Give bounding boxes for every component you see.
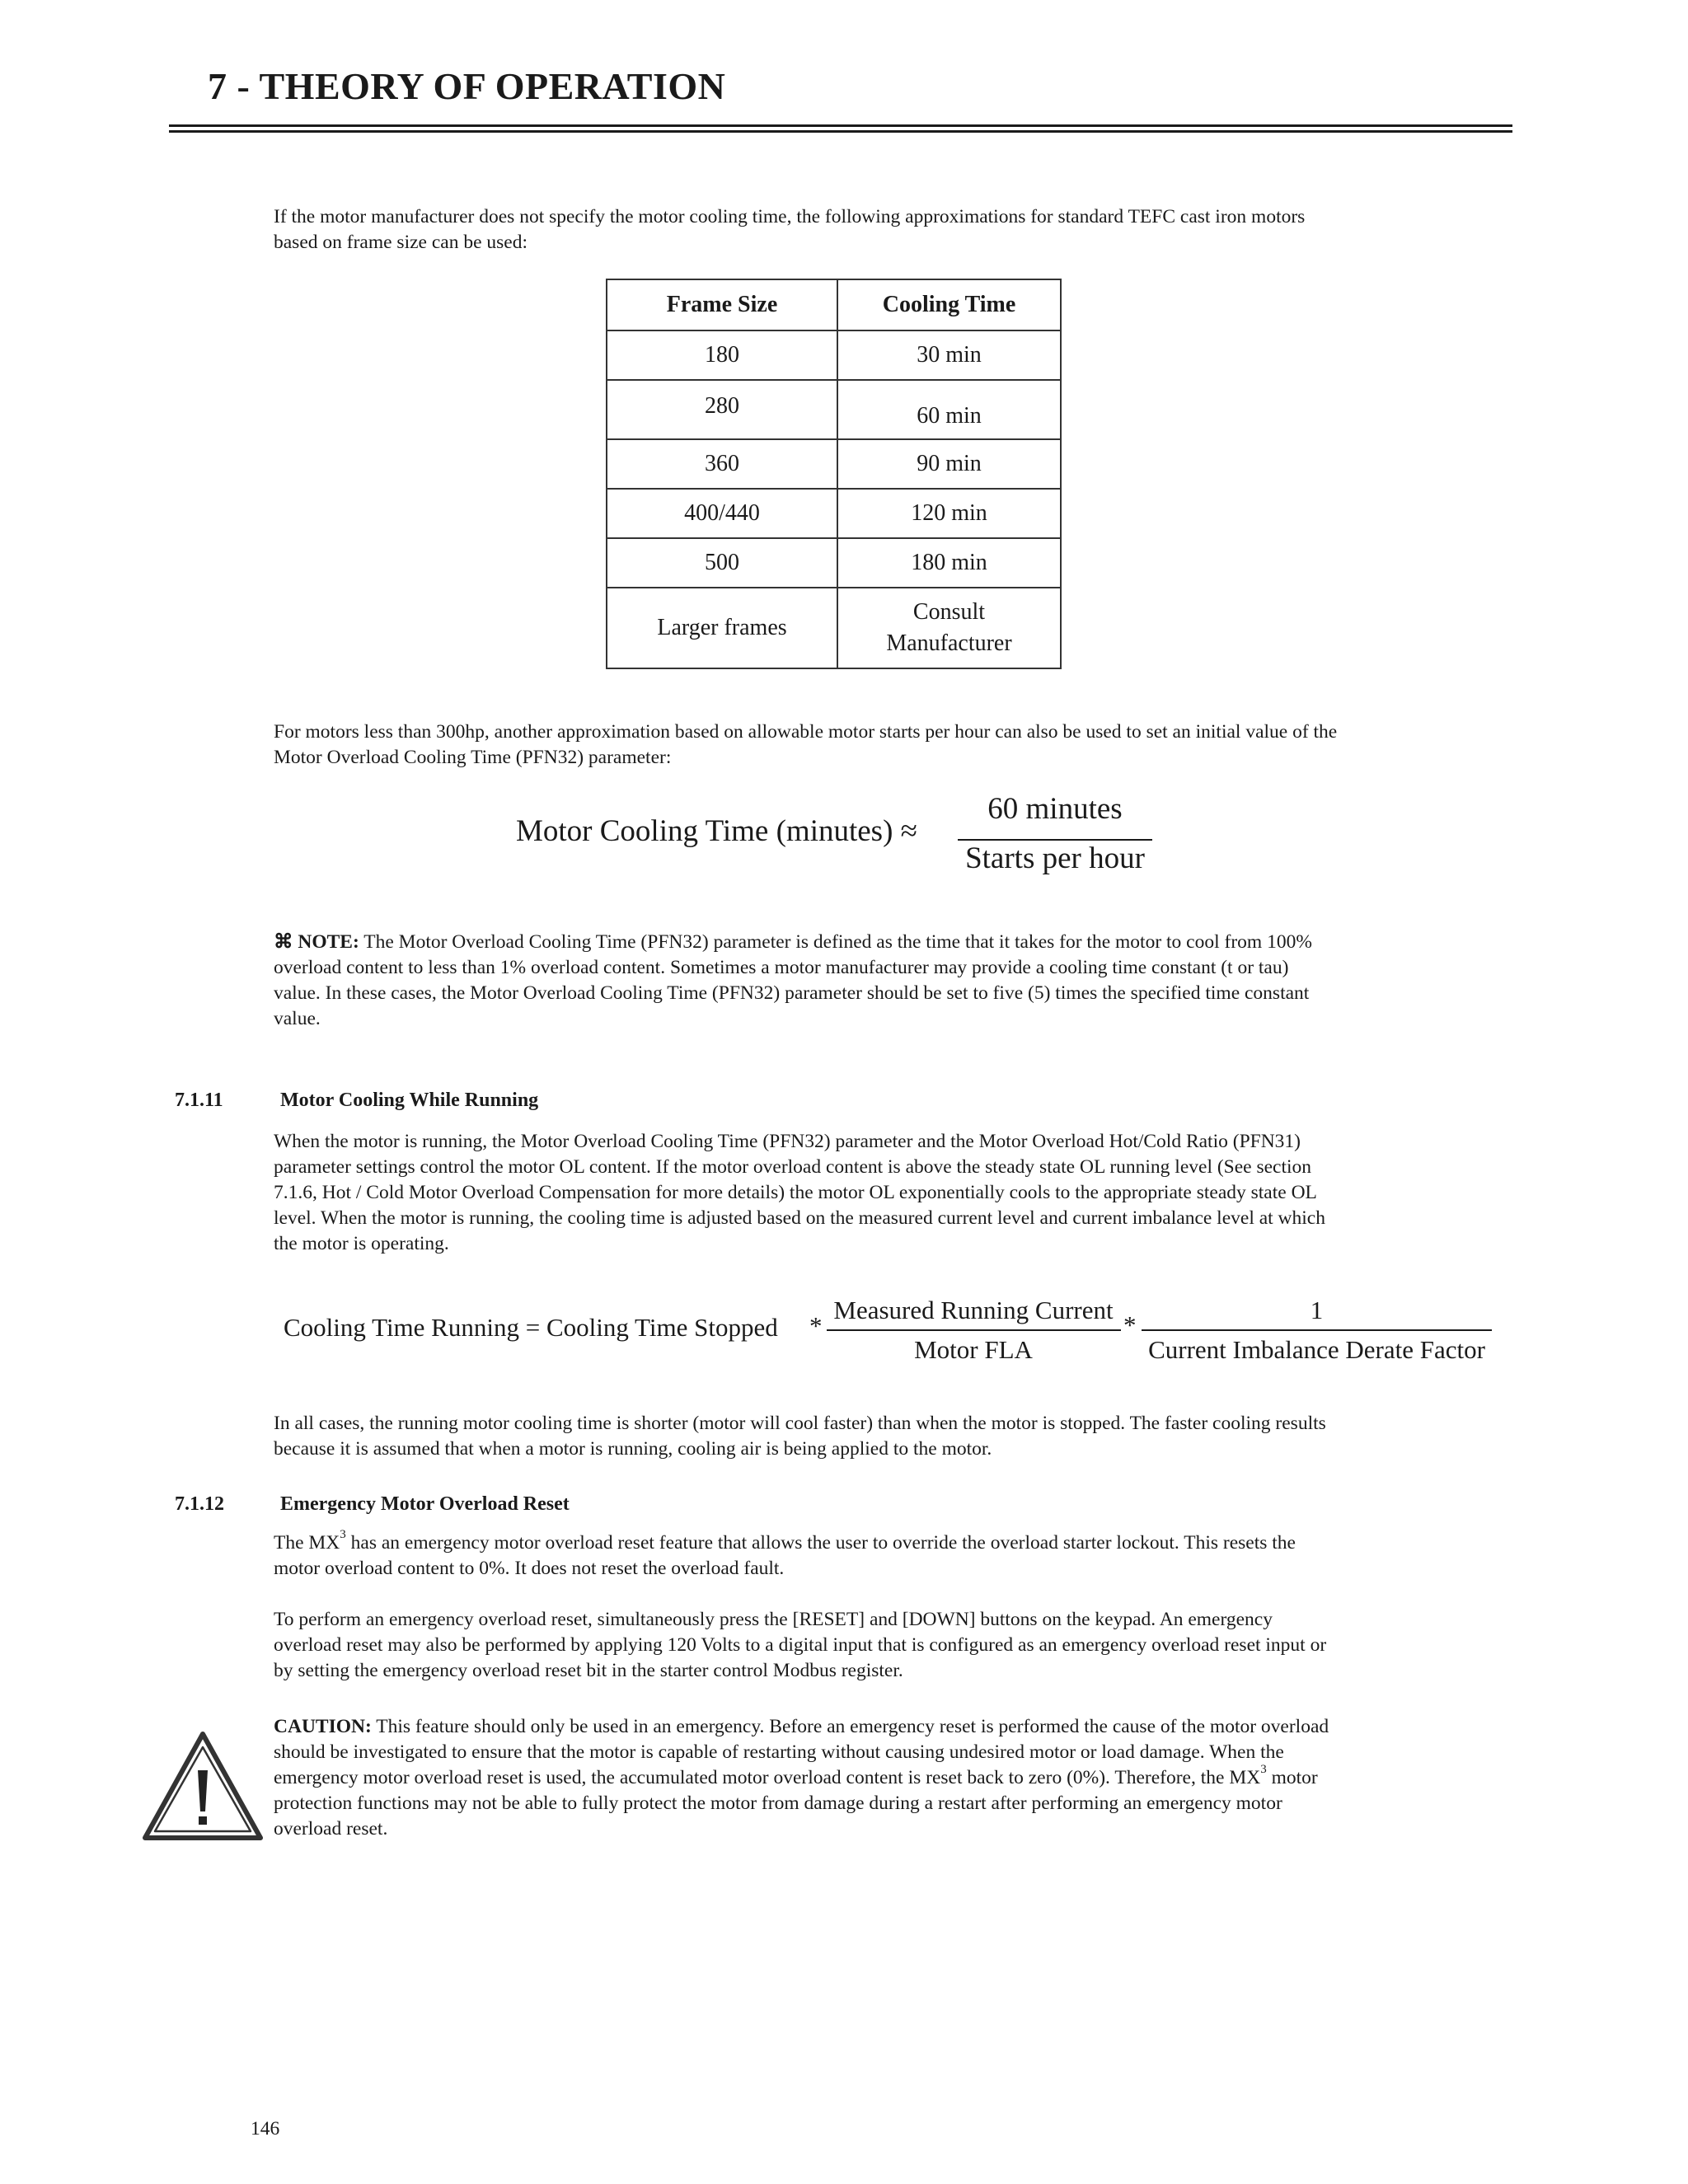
table-cell: 180 min	[837, 538, 1061, 588]
table-row	[607, 588, 1061, 668]
superscript: 3	[1260, 1763, 1267, 1777]
note-line-4: value.	[274, 1008, 321, 1029]
table-header-cooling-time: Cooling Time	[837, 279, 1061, 330]
formula2-denominator-2: Current Imbalance Derate Factor	[1148, 1335, 1485, 1364]
section-number-7-1-12: 7.1.12	[175, 1493, 224, 1515]
section-title-emergency-reset: Emergency Motor Overload Reset	[280, 1493, 570, 1515]
caution-line-5: overload reset.	[274, 1818, 388, 1840]
table-cell: 30 min	[837, 330, 1061, 380]
table-row	[607, 489, 1061, 538]
section-7-1-12-p2	[274, 1607, 1502, 1684]
note-line-1	[274, 930, 1502, 955]
text-span: This feature should only be used in an emergency. Before an emergency reset is performed the cause of the motor overload	[371, 1716, 1329, 1737]
caution-line-3	[274, 1765, 1502, 1791]
table-cell: Larger frames	[607, 588, 837, 668]
p1-line-2: motor overload content to 0%. It does not reset the overload fault.	[274, 1558, 785, 1579]
caution-paragraph	[274, 1714, 1502, 1842]
section-title-motor-cooling-running: Motor Cooling While Running	[280, 1090, 539, 1111]
formula2-star-1: *	[809, 1311, 823, 1340]
note-label: NOTE:	[298, 931, 359, 953]
formula2-numerator-1: Measured Running Current	[833, 1296, 1114, 1324]
table-cell: 280	[607, 380, 837, 439]
table-row	[607, 538, 1061, 588]
section-7-1-11-body	[274, 1129, 1502, 1257]
all-cases-line-1: In all cases, the running motor cooling time is shorter (motor will cool faster) than when the motor is stopped. The faster cooling results	[274, 1413, 1326, 1434]
text-line: by setting the emergency overload reset bit in the starter control Modbus register.	[274, 1660, 903, 1681]
p1-line-1	[274, 1530, 1502, 1556]
text-line: When the motor is running, the Motor Overload Cooling Time (PFN32) parameter and the Motor Overload Hot/Cold Ratio (PFN31)	[274, 1131, 1301, 1152]
table-cell: 90 min	[837, 439, 1061, 489]
starts-line-2: Motor Overload Cooling Time (PFN32) parameter:	[274, 747, 672, 768]
formula2-fraction-bar-1	[827, 1329, 1121, 1331]
table-cell: 360	[607, 439, 837, 489]
table-row	[607, 380, 1061, 439]
table-cell	[837, 588, 1061, 668]
text-line: overload reset may also be performed by applying 120 Volts to a digital input that is configured as an emergency overload reset input or	[274, 1634, 1327, 1656]
caution-line-2: should be investigated to ensure that the motor is capable of restarting without causing undesired motor or load damage. When the	[274, 1741, 1284, 1763]
note-symbol: ⌘	[274, 931, 293, 953]
section-7-1-12-p1	[274, 1530, 1502, 1582]
text-line: level. When the motor is running, the cooling time is adjusted based on the measured current level and current imbalance level at which	[274, 1207, 1325, 1229]
cooling-time-table	[606, 279, 1062, 669]
text-span: The MX	[274, 1532, 340, 1554]
table-cell: 120 min	[837, 489, 1061, 538]
formula2-star-2: *	[1123, 1310, 1137, 1339]
all-cases-paragraph	[274, 1411, 1502, 1462]
table-cell-line: Consult	[912, 599, 986, 625]
note-line-3: value. In these cases, the Motor Overload Cooling Time (PFN32) parameter should be set to five (5) times the specified time constant	[274, 982, 1310, 1004]
formula2-lhs: Cooling Time Running = Cooling Time Stopped	[284, 1313, 778, 1342]
text-line: parameter settings control the motor OL content. If the motor overload content is above the steady state OL running level (See section	[274, 1156, 1312, 1178]
text-line: 7.1.6, Hot / Cold Motor Overload Compensation for more details) the motor OL exponentially cools to the appropriate steady state OL	[274, 1182, 1317, 1203]
text-span: emergency motor overload reset is used, the accumulated motor overload content is reset back to zero (0%). Therefore, the MX	[274, 1767, 1261, 1788]
all-cases-line-2: because it is assumed that when a motor is running, cooling air is being applied to the motor.	[274, 1438, 992, 1460]
intro-line-1: If the motor manufacturer does not specify the motor cooling time, the following approximations for standard TEFC cast iron motors	[274, 206, 1306, 227]
section-number-7-1-11: 7.1.11	[175, 1090, 223, 1111]
note-text-1: The Motor Overload Cooling Time (PFN32) parameter is defined as the time that it takes for the motor to cool from 100%	[359, 931, 1312, 953]
table-header-row	[607, 279, 1061, 330]
formula2-denominator-1: Motor FLA	[914, 1335, 1033, 1364]
note-paragraph	[274, 930, 1502, 1032]
table-cell: 60 min	[837, 380, 1061, 439]
text-line: the motor is operating.	[274, 1233, 449, 1254]
text-line: To perform an emergency overload reset, simultaneously press the [RESET] and [DOWN] buttons on the keypad. An emergency	[274, 1609, 1273, 1630]
starts-paragraph	[274, 719, 1502, 771]
table-header-frame-size: Frame Size	[607, 279, 837, 330]
caution-line-1	[274, 1714, 1502, 1740]
intro-line-2: based on frame size can be used:	[274, 232, 528, 253]
header-rule-bottom	[169, 130, 1512, 133]
text-span: motor	[1266, 1767, 1318, 1788]
caution-line-4: protection functions may not be able to fully protect the motor from damage during a restart after performing an emergency motor	[274, 1793, 1282, 1814]
text-span: has an emergency motor overload reset feature that allows the user to override the overload starter lockout. This resets the	[345, 1532, 1296, 1554]
formula1-numerator: 60 minutes	[987, 792, 1123, 826]
warning-triangle-icon	[140, 1729, 265, 1844]
table-cell: 180	[607, 330, 837, 380]
chapter-title: 7 - THEORY OF OPERATION	[208, 65, 726, 107]
formula1-denominator: Starts per hour	[965, 841, 1145, 875]
table-cell: 500	[607, 538, 837, 588]
formula1-lhs: Motor Cooling Time (minutes) ≈	[516, 814, 917, 848]
starts-line-1: For motors less than 300hp, another approximation based on allowable motor starts per hour can also be used to set an initial value of the	[274, 721, 1338, 743]
table-cell-line: Manufacturer	[886, 630, 1012, 656]
intro-paragraph	[274, 204, 1502, 255]
header-rule-top	[169, 124, 1512, 127]
table-row	[607, 439, 1061, 489]
formula1-fraction-bar	[958, 839, 1152, 841]
formula2-fraction-bar-2	[1142, 1329, 1492, 1331]
table-cell: 400/440	[607, 489, 837, 538]
formula2-numerator-2: 1	[1310, 1296, 1324, 1324]
table-row	[607, 330, 1061, 380]
page-number: 146	[251, 2118, 280, 2139]
caution-label: CAUTION:	[274, 1716, 372, 1737]
superscript: 3	[340, 1528, 346, 1542]
note-line-2: overload content to less than 1% overload content. Sometimes a motor manufacturer may provide a cooling time constant (t or tau)	[274, 957, 1289, 978]
